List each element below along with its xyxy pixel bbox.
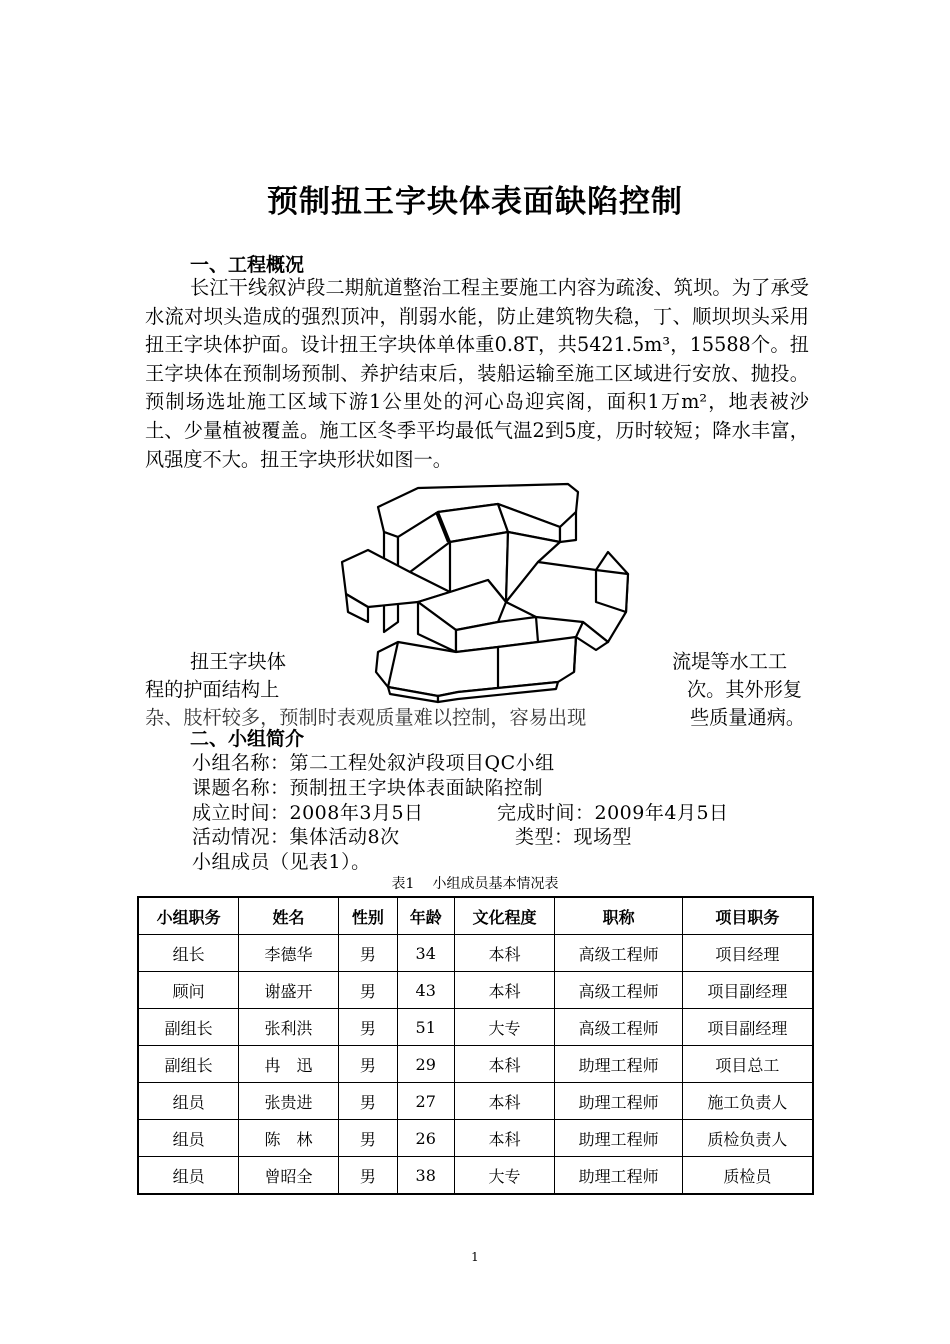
table-cell: 组长 — [138, 935, 239, 972]
members-table — [137, 896, 814, 1195]
table-cell: 男 — [338, 1083, 397, 1120]
table-cell: 冉 迅 — [239, 1046, 339, 1083]
table-cell: 本科 — [454, 1083, 555, 1120]
table-cell: 项目副经理 — [682, 972, 813, 1009]
table-cell: 项目经理 — [682, 935, 813, 972]
table-cell: 张利洪 — [239, 1009, 339, 1046]
table-cell: 助理工程师 — [555, 1120, 683, 1157]
members-note: 小组成员（见表1）。 — [192, 851, 371, 873]
table-cell: 副组长 — [138, 1046, 239, 1083]
completed-date: 完成时间：2009年4月5日 — [497, 802, 729, 824]
table-cell: 高级工程师 — [555, 972, 683, 1009]
group-name: 小组名称：第二工程处叙泸段项目QC小组 — [192, 752, 555, 774]
table-cell: 谢盛开 — [239, 972, 339, 1009]
table-cell: 本科 — [454, 972, 555, 1009]
table-caption-title: 小组成员基本情况表 — [432, 876, 559, 892]
table-cell: 质检负责人 — [682, 1120, 813, 1157]
para2-line3-right: 些质量通病。 — [690, 706, 806, 729]
table-cell: 27 — [397, 1083, 454, 1120]
para2-line3-left: 杂、肢杆较多，预制时表观质量难以控制，容易出现 — [145, 706, 587, 729]
table-row — [138, 1009, 813, 1046]
header-cell: 小组职务 — [138, 897, 239, 935]
table-cell: 李德华 — [239, 935, 339, 972]
table-row — [138, 1046, 813, 1083]
table-cell: 项目总工 — [682, 1046, 813, 1083]
table-cell: 组员 — [138, 1157, 239, 1195]
table-cell: 本科 — [454, 1120, 555, 1157]
table-cell: 43 — [397, 972, 454, 1009]
header-cell: 项目职务 — [682, 897, 813, 935]
table-row — [138, 972, 813, 1009]
table-cell: 助理工程师 — [555, 1046, 683, 1083]
table-row — [138, 1157, 813, 1195]
table-cell: 陈 林 — [239, 1120, 339, 1157]
topic-name: 课题名称：预制扭王字块体表面缺陷控制 — [192, 777, 544, 799]
section-heading-overview: 一、工程概况 — [190, 254, 305, 276]
table-cell: 男 — [338, 1009, 397, 1046]
header-cell: 年龄 — [397, 897, 454, 935]
table-cell: 51 — [397, 1009, 454, 1046]
table-cell: 29 — [397, 1046, 454, 1083]
table-cell: 26 — [397, 1120, 454, 1157]
table-cell: 组员 — [138, 1120, 239, 1157]
activity-info: 活动情况：集体活动8次 — [192, 826, 400, 848]
table-cell: 副组长 — [138, 1009, 239, 1046]
table-cell: 曾昭全 — [239, 1157, 339, 1195]
table-cell: 高级工程师 — [555, 1009, 683, 1046]
header-cell: 姓名 — [239, 897, 339, 935]
table-cell: 张贵进 — [239, 1083, 339, 1120]
table-cell: 34 — [397, 935, 454, 972]
table-cell: 顾问 — [138, 972, 239, 1009]
section-heading-team: 二、小组简介 — [190, 728, 305, 750]
founded-date: 成立时间：2008年3月5日 — [192, 802, 424, 824]
table-cell: 男 — [338, 972, 397, 1009]
header-cell: 职称 — [555, 897, 683, 935]
table-cell: 大专 — [454, 1009, 555, 1046]
table-row — [138, 935, 813, 972]
table-cell: 本科 — [454, 935, 555, 972]
table-cell: 本科 — [454, 1046, 555, 1083]
table-cell: 男 — [338, 1046, 397, 1083]
para2-line2-right: 次。其外形复 — [687, 678, 803, 701]
para2-line2-left: 程的护面结构上 — [145, 678, 280, 701]
table-cell: 38 — [397, 1157, 454, 1195]
table-cell: 男 — [338, 1157, 397, 1195]
table-caption-number: 表1 — [391, 876, 415, 892]
page-number: 1 — [471, 1250, 479, 1264]
table-cell: 助理工程师 — [555, 1157, 683, 1195]
para2-line1-right: 流堤等水工工 — [672, 650, 788, 673]
table-cell: 项目副经理 — [682, 1009, 813, 1046]
para2-line1-left: 扭王字块体 — [190, 650, 286, 673]
table-row — [138, 1120, 813, 1157]
table-row — [138, 1083, 813, 1120]
table-cell: 组员 — [138, 1083, 239, 1120]
page-title: 预制扭王字块体表面缺陷控制 — [267, 184, 683, 220]
team-type: 类型：现场型 — [515, 826, 633, 848]
table-cell: 男 — [338, 935, 397, 972]
table-cell: 高级工程师 — [555, 935, 683, 972]
overview-text: 长江干线叙泸段二期航道整治工程主要施工内容为疏浚、筑坝。为了承受水流对坝头造成的强烈顶冲，削弱水能，防止建筑物失稳，丁、顺坝坝头采用扭王字块体护面。设计扭王字块体单体重0.8T，共5421.5m³，15588个。扭王字块体在预制场预制、养护结束后，装船运输至施工区域进行安放、抛投。预制场选址施工区域下游1公里处的河心岛迎宾阁，面积1万m²，地表被沙土、少量植被覆盖。施工区冬季平均最低气温2到5度，历时较短；降水丰富，风强度不大。扭王字块形状如图一。 — [145, 276, 809, 471]
table-cell: 质检员 — [682, 1157, 813, 1195]
header-cell: 性别 — [338, 897, 397, 935]
header-cell: 文化程度 — [454, 897, 555, 935]
table-caption — [0, 873, 950, 893]
table-cell: 男 — [338, 1120, 397, 1157]
overview-paragraph — [145, 274, 809, 474]
table-cell: 助理工程师 — [555, 1083, 683, 1120]
block-figure — [338, 482, 638, 707]
table-cell: 施工负责人 — [682, 1083, 813, 1120]
table-header-row — [138, 897, 813, 935]
table-cell: 大专 — [454, 1157, 555, 1195]
